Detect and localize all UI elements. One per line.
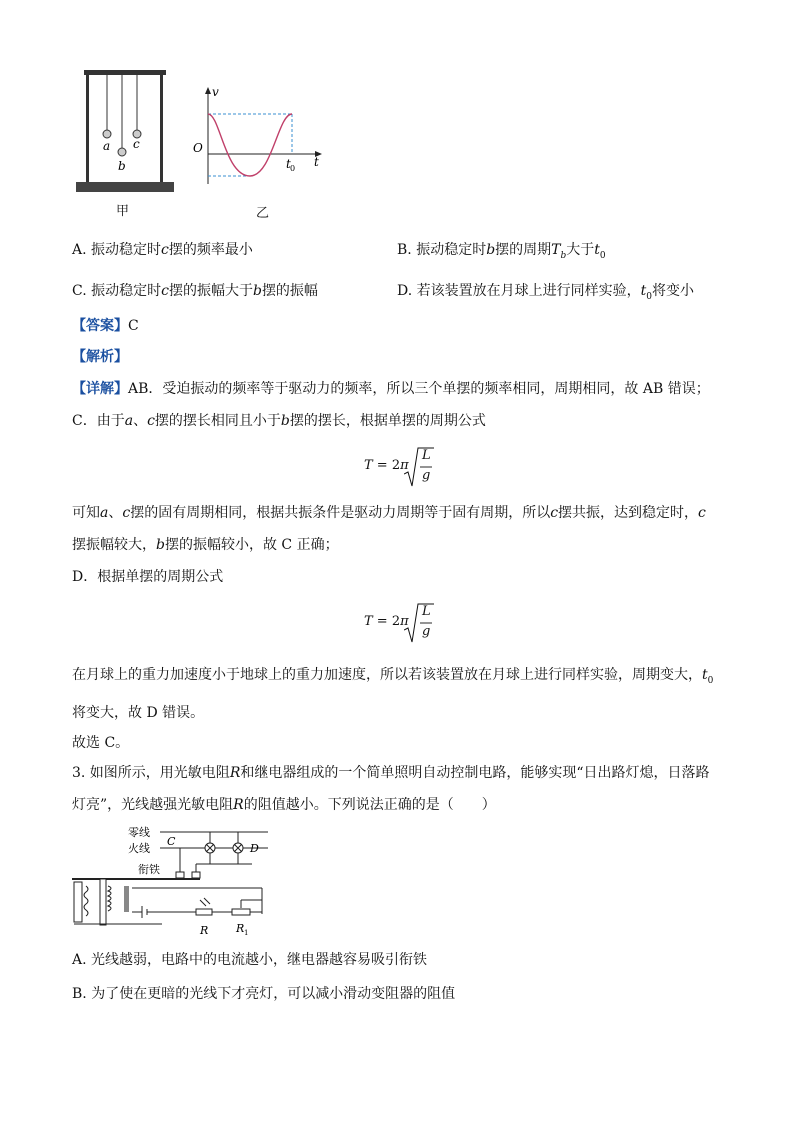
detail-line-8: 故选 C。 [72,735,130,751]
relay-circuit-diagram [72,824,272,942]
option-b: B. 振动稳定时b摆的周期$T_b$大于$t_0$ [397,242,606,261]
resistor-r1-sub: 1 [244,929,249,937]
neutral-wire-label: 零线 [128,826,150,839]
armature-label: 衔铁 [138,863,160,876]
figure-caption-right: 乙 [256,206,270,221]
live-wire-label: 火线 [128,842,150,855]
pendulum-label-b: b [118,159,126,173]
period-formula-2: T = 2π L g [364,602,444,646]
analysis-tag: 【解析】 [72,349,128,365]
q3-line-1: 3. 如图所示，用光敏电阻R和继电器组成的一个简单照明自动控制电路，能够实现“日出路灯熄，日落路 [72,765,710,781]
resistor-r1-label: R [236,922,245,935]
q3-option-b: B. 为了使在更暗的光线下才亮灯，可以减小滑动变阻器的阻值 [72,986,456,1002]
option-a: A. 振动稳定时c摆的频率最小 [72,242,253,258]
detail-line-5: D．根据单摆的周期公式 [72,569,224,585]
pendulum-apparatus-figure [72,66,182,198]
terminal-d: D [250,842,259,855]
option-d: D. 若该装置放在月球上进行同样实验，$t_0$将变小 [397,283,695,302]
terminal-c: C [167,835,176,848]
answer-line: 【答案】C [72,318,139,334]
graph-axis-t: t [314,155,319,169]
graph-origin: O [193,141,203,155]
detail-line-4: 摆振幅较大，b摆的振幅较小，故 C 正确； [72,537,339,553]
pendulum-label-c: c [133,137,140,151]
pendulum-label-a: a [103,139,111,153]
q3-option-a: A. 光线越弱，电路中的电流越小，继电器越容易吸引衔铁 [72,952,428,968]
option-c: C. 振动稳定时c摆的振幅大于b摆的振幅 [72,283,318,299]
detail-line-2: C．由于a、c摆的摆长相同且小于b摆的摆长，根据单摆的周期公式 [72,413,486,429]
detail-line-3: 可知a、c摆的固有周期相同，根据共振条件是驱动力周期等于固有周期，所以c摆共振，达到稳定时，c [72,505,706,521]
q3-line-2: 灯亮”，光线越强光敏电阻R的阻值越小。下列说法正确的是（ ） [72,797,496,813]
graph-axis-v: v [212,85,219,99]
detail-line-7: 将变大，故 D 错误。 [72,705,205,721]
resistor-r-label: R [200,924,209,937]
detail-line-6: 在月球上的重力加速度小于地球上的重力加速度，所以若该装置放在月球上进行同样实验，周期变大，$t_0$ [72,667,714,686]
detail-line-1: 【详解】AB．受迫振动的频率等于驱动力的频率，所以三个单摆的频率相同，周期相同，故 AB 错误； [72,381,710,397]
graph-t0-sub: 0 [290,164,296,173]
graph-t0: t [286,157,291,171]
figure-caption-left: 甲 [116,204,130,219]
period-formula-1: T = 2π L g [364,446,444,490]
velocity-time-graph [190,84,330,194]
